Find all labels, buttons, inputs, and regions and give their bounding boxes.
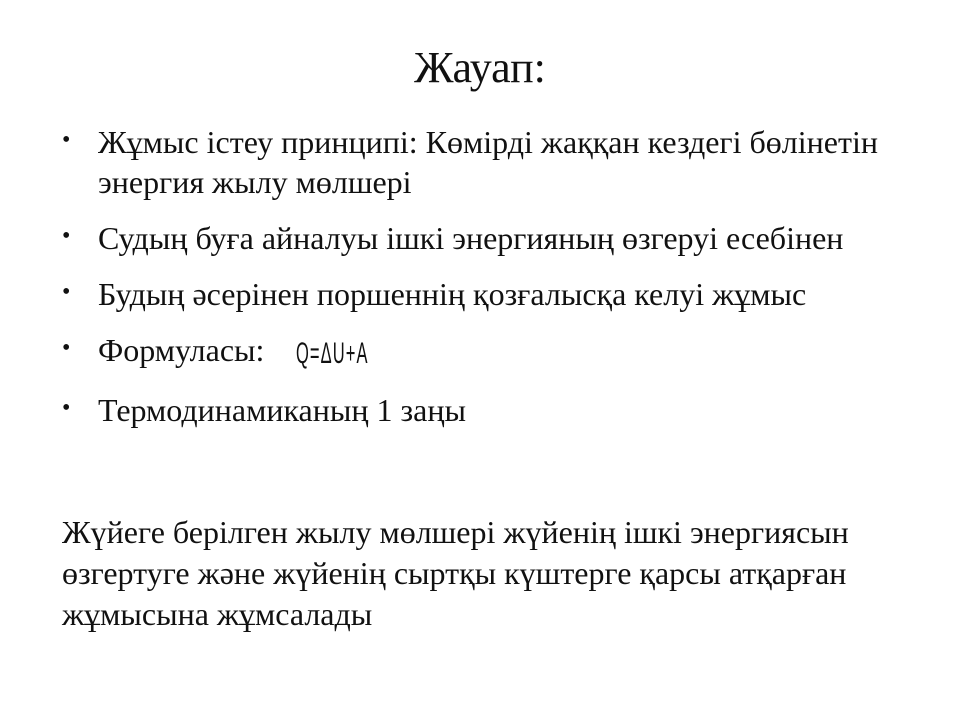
bullet-item [62, 122, 902, 202]
bullet-icon: • [62, 394, 71, 421]
formula: Q=ΔU+A [296, 336, 370, 370]
bullet-item [62, 274, 902, 314]
bullet-text: Формуласы: [98, 332, 265, 368]
bullet-item [62, 390, 902, 430]
bullet-icon: • [62, 335, 71, 361]
bullet-text: Термодинамиканың 1 заңы [98, 391, 466, 428]
bullet-icon: • [62, 279, 71, 305]
bullet-item [62, 218, 902, 258]
bullet-text: Судың буға айналуы ішкі энергияның өзгеруі есебінен [98, 220, 844, 256]
conclusion-text: Жүйеге берілген жылу мөлшері жүйенің ішкі энергиясын өзгертуге және жүйенің сыртқы күштерге қарсы атқарған жұмысына жұмсалады [62, 514, 849, 632]
bullet-item [62, 330, 902, 374]
slide-title: Жауап: [414, 43, 546, 92]
bullet-icon: • [62, 223, 71, 249]
bullet-list [62, 122, 902, 446]
bullet-text: Жұмыс істеу принципі: Көмірді жаққан кездегі бөлінетін энергия жылу мөлшері [98, 124, 878, 200]
bullet-icon: • [62, 127, 71, 153]
bullet-text: Будың әсерінен поршеннің қозғалысқа келуі жұмыс [98, 276, 807, 312]
